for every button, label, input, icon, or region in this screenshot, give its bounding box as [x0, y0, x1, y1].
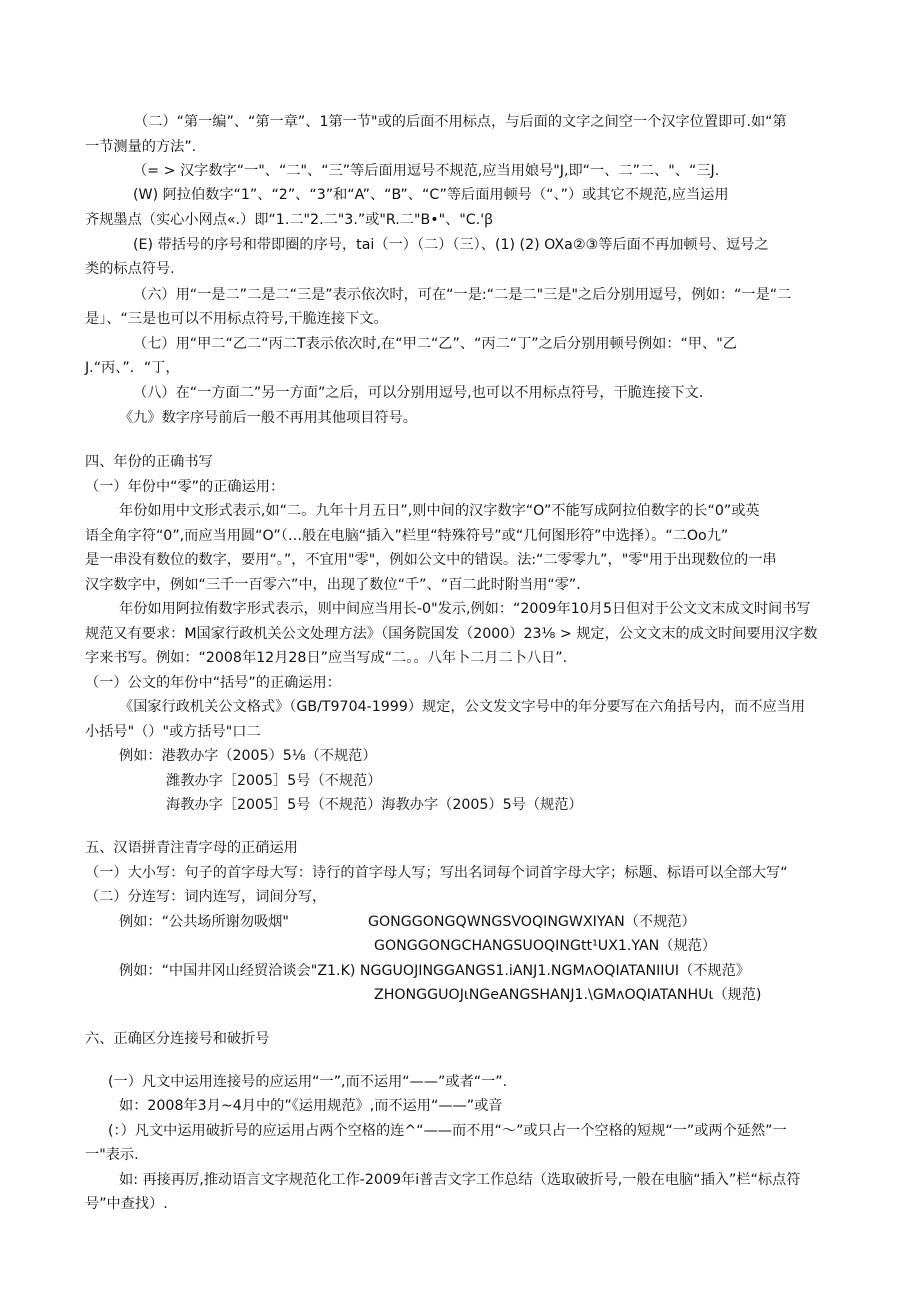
example-line: 例如：“中国井冈山经贸洽谈会"Z1.K) NGGUOJINGGANGS1.iANJ1.NGMᴧOQIATANIIUI（不规范》: [119, 963, 750, 979]
text-line: (E) 带括号的序号和带即圈的序号，tai（一）（二）（三）、(1) (2) OXa②③等后面不再加顿号、逗号之: [133, 237, 769, 253]
text-line: (：）凡文中运用破折号的应运用占两个空格的连^“——而不用“〜”或只占一个空格的短规“一”或两个延然”一: [108, 1123, 787, 1139]
text-line: 汉字数字中，例如“三千一百零六”中，出现了数位“千”、“百二此时附当用“零”.: [85, 577, 581, 593]
text-line: （二）“第一编”、“第一章”、1第一节"或的后面不用标点，与后面的文字之间空一个汉字位置即可.如“第: [134, 114, 787, 130]
example-line: 海教办字［2005］5号（不规范）海教办字（2005）5号（规范）: [166, 797, 583, 813]
text-line: （= > 汉字数字“一"、“二"、“三”等后面用逗号不规范,应当用娘号"J,即“一、二”二、"、“三J.: [133, 163, 720, 179]
example-line: 例如：“公共场所谢勿吸烟": [119, 914, 289, 930]
text-line: (W) 阿拉伯数字“1”、“2”、“3”和“A”、“B”、“C”等后面用顿号（“、”）或其它不规范,应当运用: [133, 187, 729, 203]
section-heading: 四、年份的正确书写: [85, 454, 213, 470]
text-line: 类的标点符号.: [85, 261, 175, 277]
example-line: GONGGONGQWNGSVOQINGWXIYAN（不规范）: [368, 914, 696, 930]
text-line: （七）用“甲二“乙二“丙二T表示依次时,在“甲二“乙”、“丙二“丁”之后分别用顿号例如：“甲、"乙: [133, 336, 737, 352]
text-line: 如：2008年3月~4月中的”《运用规范》,而不运用“——”或音: [119, 1098, 503, 1114]
text-line: (一）凡文中运用连接号的应运用“一”,而不运用“——”或者“一”.: [108, 1074, 508, 1090]
section-heading: 六、正确区分连接号和破折号: [85, 1031, 270, 1047]
section-heading: 五、汉语拼青注青字母的正硝运用: [85, 840, 298, 856]
example-line: ZHONGGUOJɩNGeANGSHANJ1.\GMᴧOQIATANHUɩ（规范): [374, 987, 762, 1003]
text-line: J.“丙、”．“丁，: [85, 360, 180, 376]
text-line: 号”中查找）.: [85, 1196, 168, 1212]
text-line: 小括号"（）"或方括号"口二: [85, 724, 261, 740]
text-line: 一节测量的方法”.: [85, 139, 197, 155]
text-line: 《国家行政机关公文格式》（GB/T9704-1999）规定，公文发文字号中的年分要写在六角括号内，而不应当用: [119, 699, 806, 715]
text-line: 是一串没有数位的数字，要用“。”，不宜用"零"，例如公文中的错误。法:“二零零九”，"零"用于出现数位的一串: [85, 552, 777, 568]
text-line: 年份如用阿拉侑数字形式表示，则中间应当用长-0"发示,例如：“2009年10月5日但对于公文文末成文时间书写: [119, 601, 811, 617]
text-line: （八）在“一方面二”另一方面”之后，可以分别用逗号,也可以不用标点符号，干脆连接下文.: [133, 385, 704, 401]
text-line: （二）分连写：词内连写，词间分写，: [85, 889, 327, 905]
text-line: 齐规墨点（实心小网点«.）即“1.二"2.二"3.”或"R.二"B•"、"C.'ꞵ: [85, 212, 494, 228]
subsection-heading: （一）年份中“零”的正确运用：: [85, 479, 285, 495]
text-line: 语全角字符“0”,而应当用圆“O”（…般在电脑“插入”栏里“特殊符号”或“几何图形符”中选择）。“二Oo九”: [85, 528, 729, 544]
subsection-heading: （一）公文的年份中“括号”的正确运用：: [85, 675, 341, 691]
text-line: 规范又有要求：M国家行政机关公文处理方法》（国务院国发（2000）23⅛ > 规定，公文文末的成文时间要用汉字数: [85, 626, 818, 642]
example-line: GONGGONGCHANGSUOQINGtt¹UX1.YAN（规范）: [374, 938, 717, 954]
text-line: 字来书写。例如：“2008年12月28日”应当写成“二。。八年卜二月二卜八日”.: [85, 650, 568, 666]
text-line: 如: 再接再厉,推动语言文字规范化工作-2009年i普吉文字工作总结（选取破折号,一般在电脑“插入”栏“标点符: [119, 1172, 801, 1188]
text-line: 是」、“三是也可以不用标点符号,干脆连接下文。: [85, 311, 388, 327]
text-line: 年份如用中文形式表示,如“二。九年十月五日”,则中间的汉字数字“O”不能写成阿拉伯数字的长“0”或英: [119, 503, 760, 519]
example-line: 例如：港教办字（2005）5⅛（不规范）: [119, 748, 377, 764]
example-line: 潍教办字［2005］5号（不规范）: [166, 773, 382, 789]
text-line: （六）用“一是二”二是二“三是”表示依次时，可在“一是:“二是二"三是"之后分别用逗号，例如：“一是“二: [133, 287, 792, 303]
text-line: （一）大小写：句子的首字母大写：诗行的首字母人写；写出名词每个词首字母大字；标题、标语可以全部大写“: [85, 865, 788, 881]
text-line: 《九》数字序号前后一般不再用其他项目符号。: [119, 410, 417, 426]
text-line: 一"表示.: [85, 1147, 139, 1163]
